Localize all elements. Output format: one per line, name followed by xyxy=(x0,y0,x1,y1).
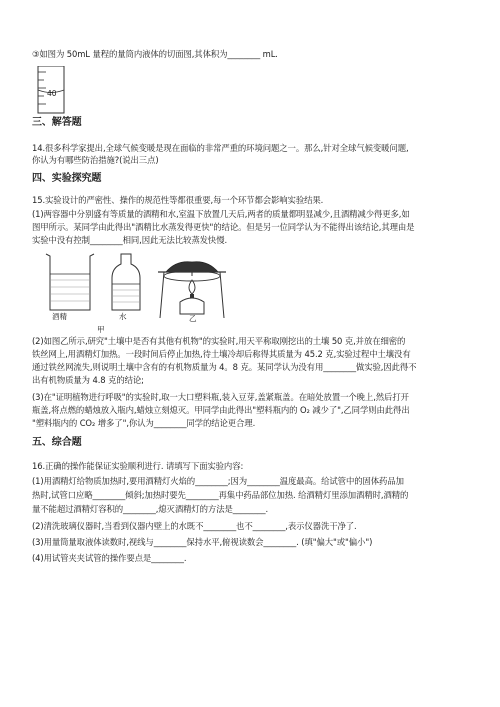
q15-p3-line-2: 瓶盖,将点燃的蜡烛放入瓶内,蜡烛立刻熄灭。甲同学由此得出"塑料瓶内的 O₂ 减少了",乙同学则由此得出 xyxy=(32,405,410,415)
q15-p3-line-3: "塑料瓶内的 CO₂ 增多了",你认为________同学的结论更合理. xyxy=(32,418,256,428)
q15-p2-line-1: (2)如图乙所示,研究"土壤中是否有其他有机物"的实验时,用天平称取刚挖出的土壤 50 克,并放在细密的 xyxy=(32,336,406,346)
q15-p2-line-3: 通过铁丝网流失,则说明土壤中含有的有机物质量为 4。8 克。某同学认为没有用________做实验,因此得不 xyxy=(32,362,417,372)
q16-line-5: (2)清洗玻璃仪器时,当看到仪器内壁上的水既不________也不________,表示仪器洗干净了. xyxy=(32,521,357,531)
graduated-cylinder-figure xyxy=(37,66,71,114)
section-heading-experiment: 四、实验探究题 xyxy=(32,173,102,184)
q15-p2-line-2: 铁丝网上,用酒精灯加热。一段时间后停止加热,待土壤冷却后称得其质量为 45.2 克,实验过程中土壤没有 xyxy=(32,349,411,359)
section-heading-comprehensive: 五、综合题 xyxy=(32,437,82,448)
q16-line-3: 热时,试管口应略________倾斜;加热时要先________再集中药品部位加热. 给酒精灯里添加酒精时,酒精的 xyxy=(32,490,409,500)
q3-text: ③如图为 50mL 量程的量筒内液体的切面图,其体积为________ mL. xyxy=(32,49,278,59)
q15-p1-line-3: 实验中没有控制________相同,因此无法比较蒸发快慢. xyxy=(32,235,228,245)
q15-intro: 15.实验设计的严密性、操作的规范性等都很重要,每一个环节都会影响实验结果. xyxy=(32,195,324,205)
label-yi: 乙 xyxy=(189,314,197,323)
label-water: 水 xyxy=(119,312,127,321)
q15-p1-line-1: (1)两容器中分别盛有等质量的酒精和水,室温下放置几天后,两者的质量都明显减少,且酒精减少得更多,如 xyxy=(32,209,410,219)
label-jia: 甲 xyxy=(97,325,105,334)
figure-jia xyxy=(42,250,152,320)
section-heading-answer: 三、解答题 xyxy=(32,117,82,128)
q15-p2-line-4: 出有机物质量为 4.8 克的结论; xyxy=(32,375,144,385)
q15-p3-line-1: (3)在"证明植物进行呼吸"的实验时,取一大口塑料瓶,装入豆芽,盖紧瓶盖。在暗处放置一个晚上,然后打开 xyxy=(32,392,409,402)
q16-line-6: (3)用量筒量取液体读数时,视线与________保持水平,俯视读数会________. (填"偏大"或"偏小") xyxy=(32,537,373,547)
q16-line-1: 16.正确的操作能保证实验顺利进行. 请填写下面实验内容: xyxy=(32,461,244,471)
q14-line-2: 你认为有哪些防治措施?(说出三点) xyxy=(32,155,159,165)
cylinder-tick-label: 40 xyxy=(47,89,57,98)
q14-line-1: 14.很多科学家提出,全球气候变暖是现在面临的非常严重的环境问题之一。那么,针对全球气候变暖问题, xyxy=(32,143,409,153)
q16-line-4: 量不能超过酒精灯容积的________,熄灭酒精灯的方法是________. xyxy=(32,504,269,514)
label-alcohol: 酒精 xyxy=(52,312,67,321)
q16-line-2: (1)用酒精灯给物质加热时,要用酒精灯火焰的________;因为________温度最高。给试管中的固体药品加 xyxy=(32,476,404,486)
q15-p1-line-2: 图甲所示。某同学由此得出"酒精比水蒸发得更快"的结论。但是另一位同学认为不能得出该结论,其理由是 xyxy=(32,222,415,232)
q16-line-7: (4)用试管夹夹试管的操作要点是________. xyxy=(32,553,187,563)
